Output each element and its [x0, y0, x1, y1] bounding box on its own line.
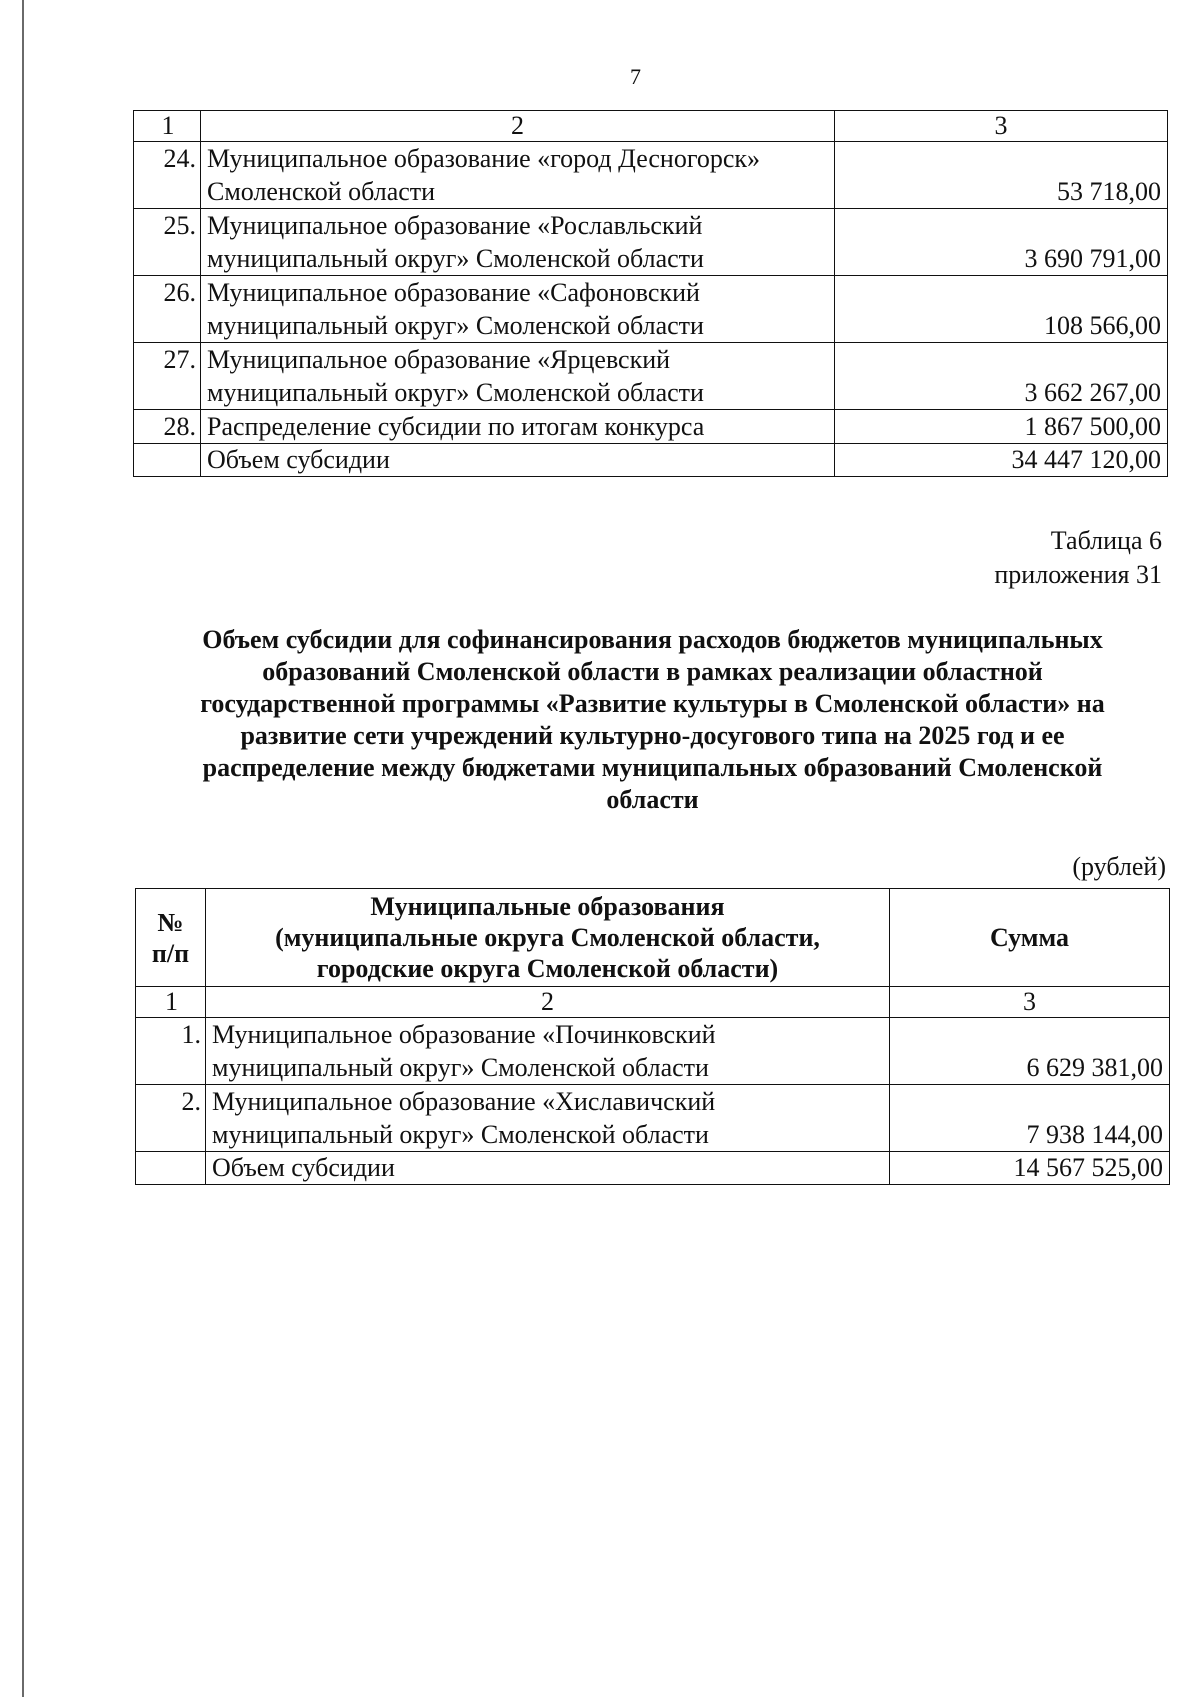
municipality-name — [206, 1085, 890, 1152]
amount: 1 867 500,00 — [835, 410, 1168, 444]
row-number: 25. — [134, 209, 201, 276]
table-row — [134, 410, 1168, 444]
total-row — [136, 1152, 1170, 1185]
title-line: государственной программы «Развитие культуры в Смоленской области» на — [200, 689, 1105, 718]
table-row — [136, 1018, 1170, 1085]
empty-cell — [136, 1152, 206, 1185]
amount: 7 938 144,00 — [890, 1085, 1170, 1152]
name-line: Смоленской области — [207, 177, 436, 206]
column-number: 2 — [201, 111, 835, 142]
header-number — [136, 889, 206, 987]
title-line: области — [606, 785, 699, 814]
amount: 6 629 381,00 — [890, 1018, 1170, 1085]
municipality-name: Распределение субсидии по итогам конкурса — [201, 410, 835, 444]
row-number: 2. — [136, 1085, 206, 1152]
name-line: муниципальный округ» Смоленской области — [212, 1053, 709, 1082]
units-label: (рублей) — [1072, 852, 1166, 881]
column-numbers-row — [136, 987, 1170, 1018]
municipality-name — [201, 142, 835, 209]
table-number: Таблица 6 — [1050, 526, 1162, 555]
name-line: Муниципальное образование «Хиславичский — [212, 1087, 716, 1116]
row-number: 27. — [134, 343, 201, 410]
name-line: Муниципальное образование «Починковский — [212, 1020, 716, 1049]
total-amount: 14 567 525,00 — [890, 1152, 1170, 1185]
amount: 3 690 791,00 — [835, 209, 1168, 276]
empty-cell — [134, 444, 201, 477]
total-row — [134, 444, 1168, 477]
name-line: муниципальный округ» Смоленской области — [207, 244, 704, 273]
scan-edge-line — [22, 0, 24, 1697]
table-row — [134, 209, 1168, 276]
name-line: Муниципальное образование «город Десногорск» — [207, 144, 761, 173]
municipality-name — [201, 276, 835, 343]
header-line: городские округа Смоленской области) — [316, 954, 779, 983]
total-label: Объем субсидии — [201, 444, 835, 477]
name-line: муниципальный округ» Смоленской области — [207, 378, 704, 407]
title-line: образований Смоленской области в рамках реализации областной — [262, 657, 1043, 686]
table-continuation — [133, 110, 1168, 477]
table-row — [136, 1085, 1170, 1152]
document-title — [135, 624, 1170, 816]
appendix-reference: приложения 31 — [994, 560, 1162, 589]
table-row — [134, 343, 1168, 410]
title-line: распределение между бюджетами муниципальных образований Смоленской — [202, 753, 1103, 782]
page-number: 7 — [630, 64, 641, 89]
row-number: 28. — [134, 410, 201, 444]
amount: 108 566,00 — [835, 276, 1168, 343]
row-number: 1. — [136, 1018, 206, 1085]
amount: 3 662 267,00 — [835, 343, 1168, 410]
title-line: развитие сети учреждений культурно-досугового типа на 2025 год и ее — [240, 721, 1065, 750]
header-number-line: № — [157, 907, 184, 937]
municipality-name — [201, 209, 835, 276]
name-line: Муниципальное образование «Сафоновский — [207, 278, 700, 307]
name-line: Муниципальное образование «Ярцевский — [207, 345, 671, 374]
column-number: 1 — [136, 987, 206, 1018]
column-number: 1 — [134, 111, 201, 142]
row-number: 24. — [134, 142, 201, 209]
column-number: 3 — [890, 987, 1170, 1018]
row-number: 26. — [134, 276, 201, 343]
header-number-line: п/п — [151, 938, 190, 968]
municipality-name — [206, 1018, 890, 1085]
table-row — [134, 276, 1168, 343]
total-amount: 34 447 120,00 — [835, 444, 1168, 477]
name-line: Муниципальное образование «Рославльский — [207, 211, 703, 240]
total-label: Объем субсидии — [206, 1152, 890, 1185]
column-number: 3 — [835, 111, 1168, 142]
name-line: муниципальный округ» Смоленской области — [207, 311, 704, 340]
column-numbers-row — [134, 111, 1168, 142]
header-line: Муниципальные образования — [370, 892, 725, 921]
municipality-name — [201, 343, 835, 410]
subsidy-table — [135, 888, 1170, 1185]
header-sum: Сумма — [890, 889, 1170, 987]
header-municipalities — [206, 889, 890, 987]
column-number: 2 — [206, 987, 890, 1018]
amount: 53 718,00 — [835, 142, 1168, 209]
name-line: муниципальный округ» Смоленской области — [212, 1120, 709, 1149]
header-row — [136, 889, 1170, 987]
title-line: Объем субсидии для софинансирования расходов бюджетов муниципальных — [202, 625, 1103, 654]
table-row — [134, 142, 1168, 209]
header-line: (муниципальные округа Смоленской области, — [275, 923, 820, 952]
